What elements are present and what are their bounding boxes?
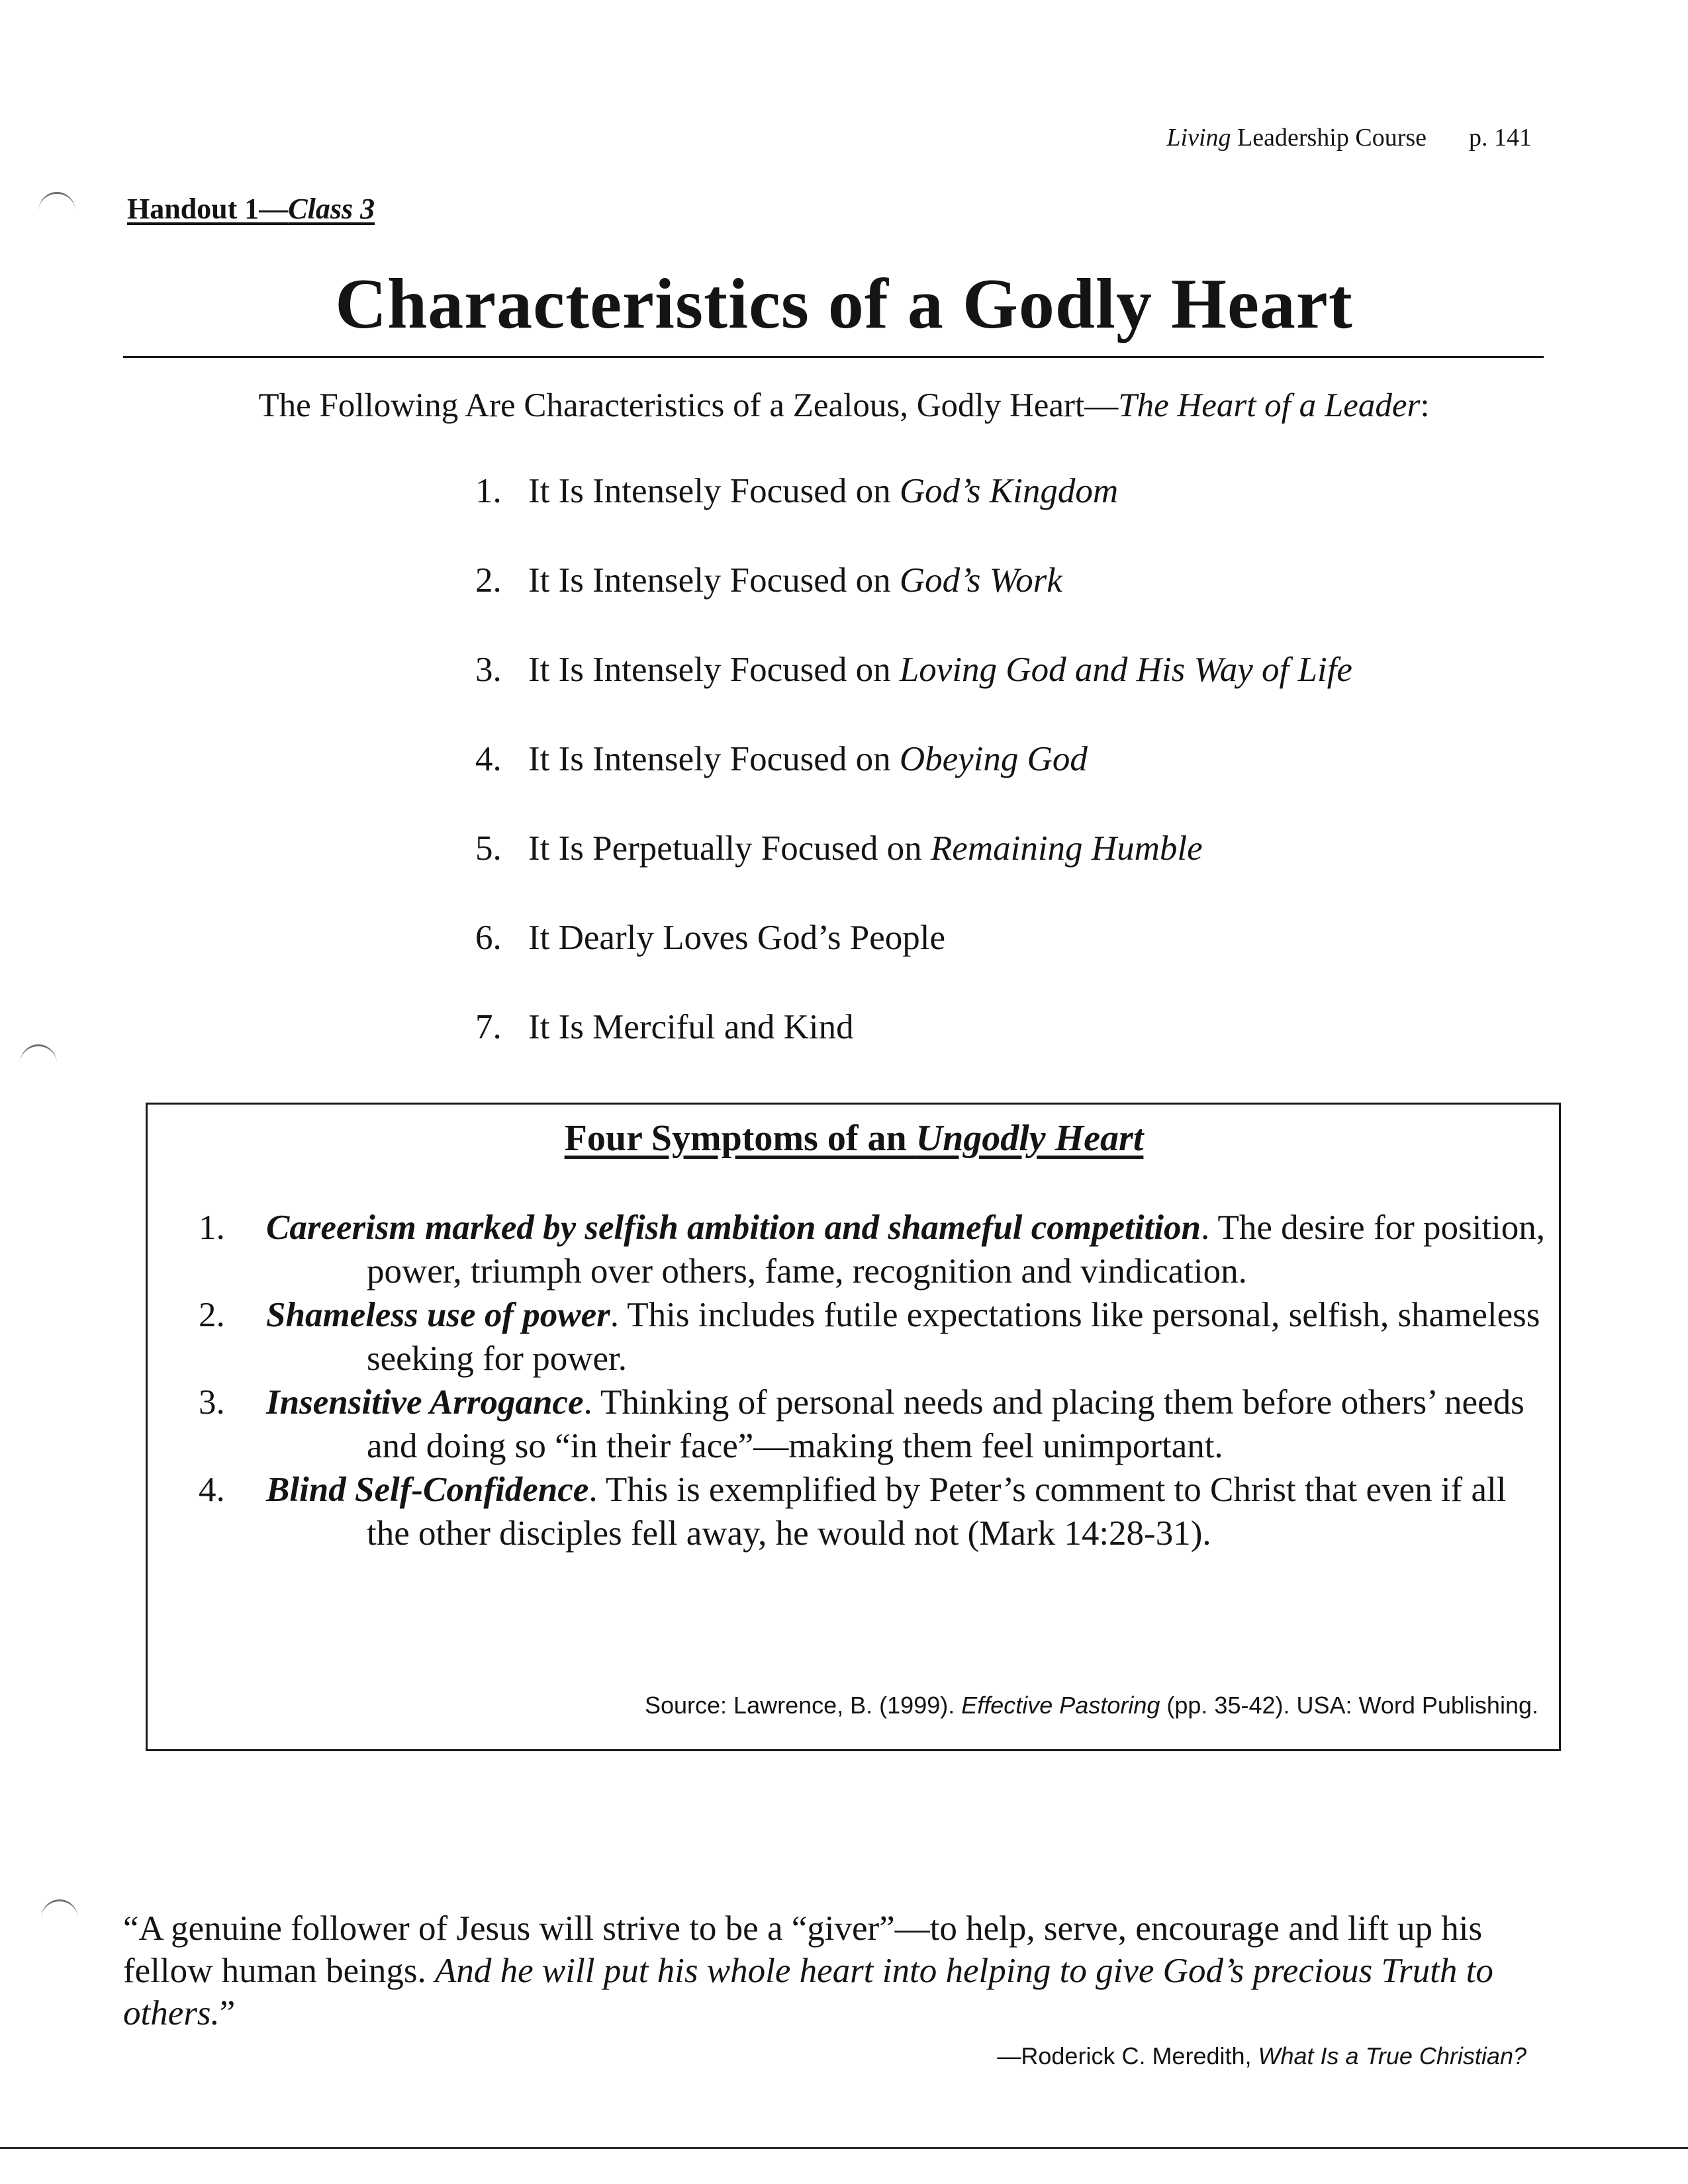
course-title-italic: Living <box>1166 124 1231 152</box>
quote-text: “A genuine follower of Jesus will strive to be a “giver”—to help, serve, encourage and lift up his fellow human beings. <box>123 1909 1483 1990</box>
attribution-author: —Roderick C. Meredith, <box>997 2042 1258 2070</box>
item-italic: Obeying God <box>899 740 1088 778</box>
running-header <box>1166 123 1532 152</box>
hole-punch-mark <box>41 1899 78 1938</box>
symptom-description: . This is exemplified by Peter’s comment to Christ that even if all the other disciples fell away, he would not (Mark 14:28-31). <box>367 1471 1507 1553</box>
symptom-number: 1. <box>199 1208 225 1247</box>
page-title: Characteristics of a Godly Heart <box>335 265 1353 343</box>
closing-quote <box>123 1907 1540 2034</box>
symptom-term: Insensitive Arrogance <box>266 1383 584 1422</box>
symptom-number: 4. <box>199 1471 225 1509</box>
page-number: p. 141 <box>1469 124 1532 152</box>
handout-class: Class 3 <box>288 193 375 225</box>
source-prefix: Source: Lawrence, B. (1999). <box>644 1692 962 1719</box>
item-text: It Dearly Loves God’s People <box>528 919 945 957</box>
intro-line <box>0 387 1688 425</box>
item-number: 4. <box>475 740 502 778</box>
list-item <box>475 561 1352 650</box>
symptom-description: . Thinking of personal needs and placing them before others’ needs and doing so “in their face”—making them feel unimportant. <box>367 1383 1524 1465</box>
quote-attribution <box>997 2042 1526 2070</box>
handout-number: Handout 1— <box>127 193 289 225</box>
source-citation <box>645 1692 1538 1719</box>
handout-label <box>127 192 375 226</box>
list-item <box>475 739 1352 829</box>
source-italic: Effective Pastoring <box>961 1692 1160 1719</box>
list-item <box>199 1206 1549 1293</box>
list-item <box>475 918 1352 1007</box>
symptom-description: . This includes futile expectations like personal, selfish, shameless seeking for power. <box>367 1296 1540 1378</box>
quote-end: ” <box>219 1994 236 2032</box>
item-number: 7. <box>475 1008 502 1046</box>
intro-end: : <box>1420 387 1430 424</box>
item-number: 3. <box>475 651 502 689</box>
title-divider <box>123 356 1544 358</box>
item-text: It Is Merciful and Kind <box>528 1008 854 1046</box>
item-italic: Remaining Humble <box>930 829 1203 868</box>
intro-italic: The Heart of a Leader <box>1118 387 1421 424</box>
symptoms-heading-text: Four Symptoms of an <box>564 1118 916 1159</box>
course-title-rest: Leadership Course <box>1231 124 1427 152</box>
list-item <box>199 1293 1549 1381</box>
item-italic: Loving God and His Way of Life <box>899 651 1352 689</box>
item-italic: God’s Kingdom <box>899 472 1119 510</box>
list-item <box>199 1468 1549 1555</box>
quote-italic: And he will put his whole heart into helping to give God’s precious Truth to others. <box>123 1952 1493 2032</box>
item-number: 2. <box>475 561 502 600</box>
item-text: It Is Intensely Focused on <box>528 561 900 600</box>
source-suffix: (pp. 35-42). USA: Word Publishing. <box>1160 1692 1538 1719</box>
characteristics-list <box>475 471 1352 1097</box>
symptom-number: 3. <box>199 1383 225 1422</box>
list-item <box>199 1381 1549 1468</box>
list-item <box>475 650 1352 739</box>
symptom-number: 2. <box>199 1296 225 1334</box>
symptom-term: Blind Self-Confidence <box>266 1471 589 1509</box>
list-item <box>475 1007 1352 1097</box>
symptom-description: . The desire for position, power, triumph over others, fame, recognition and vindication. <box>367 1208 1546 1291</box>
symptom-term: Shameless use of power <box>266 1296 610 1334</box>
symptom-term: Careerism marked by selfish ambition and shameful competition <box>266 1208 1201 1247</box>
hole-punch-mark <box>20 1044 57 1083</box>
item-number: 6. <box>475 919 502 957</box>
item-text: It Is Perpetually Focused on <box>528 829 931 868</box>
symptoms-list <box>199 1206 1549 1555</box>
item-text: It Is Intensely Focused on <box>528 472 900 510</box>
item-number: 1. <box>475 472 502 510</box>
hole-punch-mark <box>38 192 75 231</box>
item-text: It Is Intensely Focused on <box>528 651 900 689</box>
symptoms-heading <box>0 1117 1688 1160</box>
course-title <box>1166 124 1427 152</box>
symptoms-heading-italic: Ungodly Heart <box>915 1118 1144 1159</box>
attribution-work: What Is a True Christian? <box>1258 2042 1526 2070</box>
list-item <box>475 829 1352 918</box>
bottom-edge-line <box>0 2147 1688 2149</box>
list-item <box>475 471 1352 561</box>
item-number: 5. <box>475 829 502 868</box>
item-text: It Is Intensely Focused on <box>528 740 900 778</box>
item-italic: God’s Work <box>899 561 1062 600</box>
intro-text: The Following Are Characteristics of a Zealous, Godly Heart— <box>258 387 1119 424</box>
